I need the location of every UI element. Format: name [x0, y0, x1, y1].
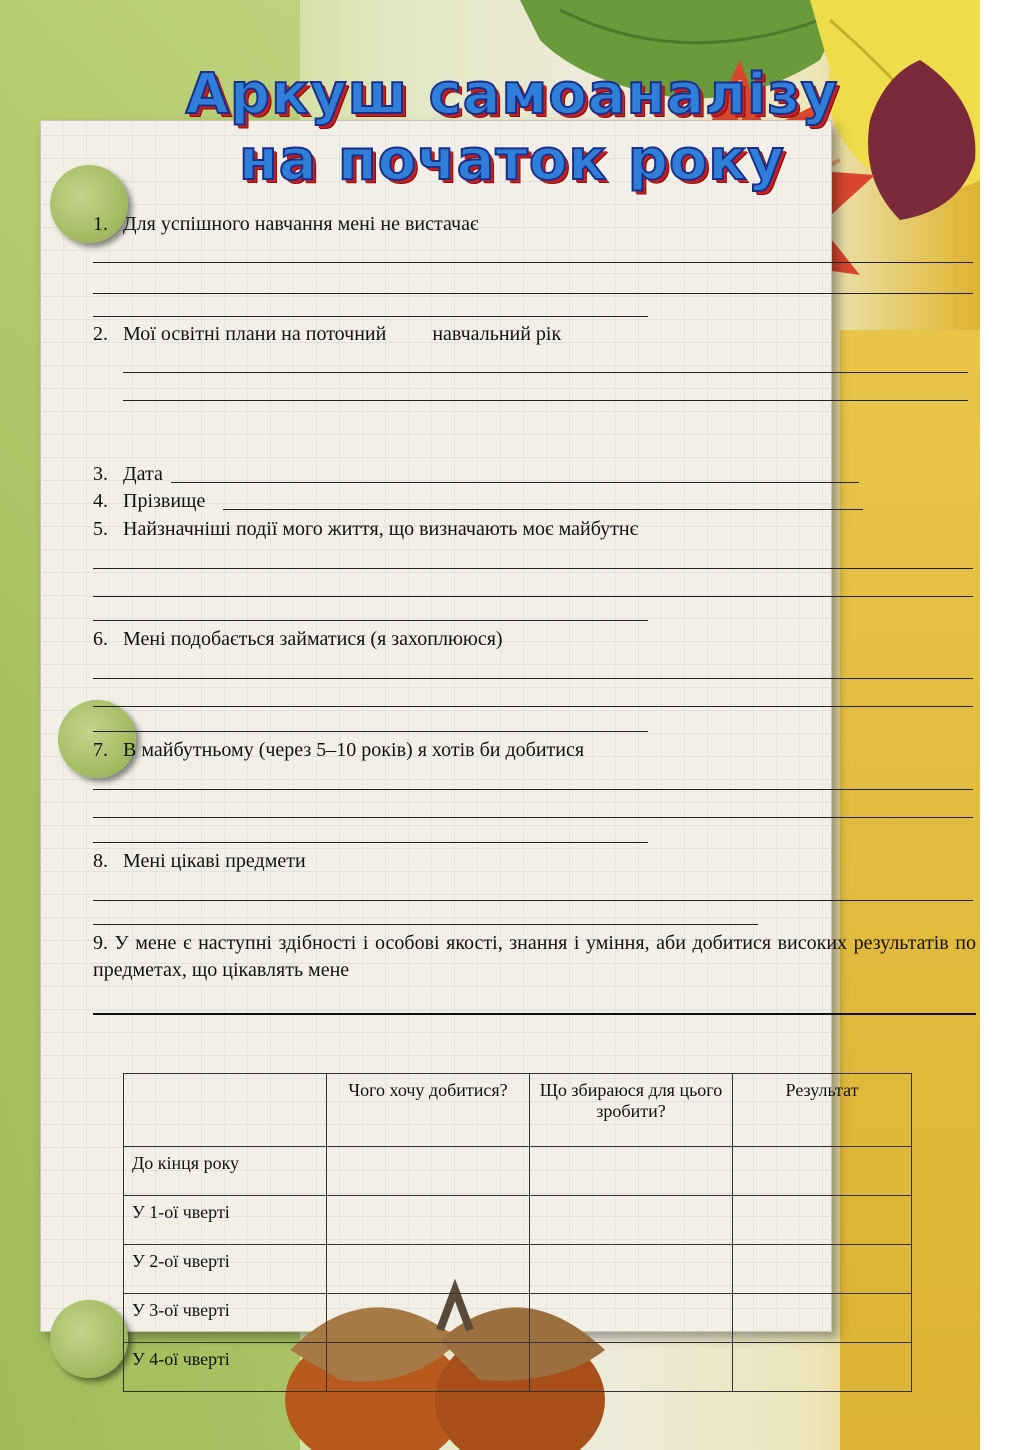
table-row: [124, 1196, 912, 1245]
answer-line[interactable]: [93, 620, 648, 621]
question-5: [93, 517, 638, 541]
question-text: В майбутньому (через 5–10 років) я хотів би добитися: [123, 739, 585, 761]
answer-line[interactable]: [93, 1013, 976, 1015]
surname-field[interactable]: [223, 509, 863, 510]
question-3: [93, 462, 163, 486]
date-field[interactable]: [171, 482, 859, 483]
table-row: [124, 1245, 912, 1294]
question-text: Дата: [123, 463, 163, 485]
table-row: [124, 1147, 912, 1196]
question-number: 7.: [93, 739, 108, 761]
question-number: 6.: [93, 628, 108, 650]
question-number: 3.: [93, 463, 108, 485]
answer-line[interactable]: [93, 842, 648, 843]
answer-line[interactable]: [93, 731, 648, 732]
answer-line[interactable]: [93, 568, 973, 569]
answer-line[interactable]: [93, 262, 973, 263]
table-cell[interactable]: [530, 1196, 733, 1245]
row-label: У 4-ої чверті: [124, 1343, 327, 1392]
question-text-tail: навчальний рік: [432, 323, 562, 345]
question-number: 2.: [93, 323, 108, 345]
table-cell[interactable]: [733, 1196, 912, 1245]
table-cell[interactable]: [733, 1343, 912, 1392]
table-cell[interactable]: [733, 1245, 912, 1294]
question-text: Мої освітні плани на поточний: [123, 323, 387, 345]
table-header-row: [124, 1074, 912, 1147]
question-7: [93, 738, 584, 762]
table-cell[interactable]: [530, 1343, 733, 1392]
question-1: [93, 212, 479, 236]
table-row: [124, 1294, 912, 1343]
answer-line[interactable]: [93, 596, 973, 597]
question-text: Прізвище: [123, 490, 206, 512]
title-line-2: на початок року: [239, 128, 785, 193]
question-4: [93, 489, 205, 513]
answer-line[interactable]: [123, 400, 968, 401]
table-cell[interactable]: [327, 1343, 530, 1392]
question-text: Мені цікаві предмети: [123, 850, 306, 872]
answer-line[interactable]: [93, 678, 973, 679]
table-cell[interactable]: [327, 1196, 530, 1245]
row-label: У 3-ої чверті: [124, 1294, 327, 1343]
answer-line[interactable]: [93, 900, 973, 901]
table-header-result: Результат: [733, 1074, 912, 1147]
table-cell[interactable]: [530, 1294, 733, 1343]
goals-table: [123, 1073, 912, 1392]
table-cell[interactable]: [530, 1147, 733, 1196]
answer-line[interactable]: [93, 706, 973, 707]
title-line-1: Аркуш самоаналізу: [185, 62, 839, 127]
question-text: Для успішного навчання мені не вистачає: [123, 213, 479, 235]
question-9: 9. У мене є наступні здібності і особові якості, знання і уміння, аби добитися високих результатів по предметах, що цікавлять мене: [93, 932, 976, 981]
row-label: До кінця року: [124, 1147, 327, 1196]
question-text: Мені подобається займатися (я захоплююся): [123, 628, 503, 650]
page-margin: [980, 0, 1024, 1450]
table-row: [124, 1343, 912, 1392]
answer-line[interactable]: [93, 817, 973, 818]
answer-line[interactable]: [93, 316, 648, 317]
question-6: [93, 627, 503, 651]
table-cell[interactable]: [327, 1147, 530, 1196]
question-text: Найзначніші події мого життя, що визначають моє майбутнє: [123, 518, 639, 540]
table-cell[interactable]: [530, 1245, 733, 1294]
page-title: [0, 62, 1024, 194]
answer-line[interactable]: [123, 372, 968, 373]
answer-line[interactable]: [93, 293, 973, 294]
answer-line[interactable]: [93, 924, 758, 925]
question-number: 8.: [93, 850, 108, 872]
row-label: У 1-ої чверті: [124, 1196, 327, 1245]
table-header-plan: Що збираюся для цього зробити?: [530, 1074, 733, 1147]
question-number: 1.: [93, 213, 108, 235]
table-header-empty: [124, 1074, 327, 1147]
table-cell[interactable]: [327, 1245, 530, 1294]
table-cell[interactable]: [733, 1147, 912, 1196]
row-label: У 2-ої чверті: [124, 1245, 327, 1294]
table-header-goal: Чого хочу добитися?: [327, 1074, 530, 1147]
question-number: 4.: [93, 490, 108, 512]
binder-ring-bottom: [50, 1300, 128, 1378]
answer-line[interactable]: [93, 789, 973, 790]
question-2: [93, 322, 561, 346]
question-8: [93, 849, 306, 873]
table-cell[interactable]: [733, 1294, 912, 1343]
question-number: 5.: [93, 518, 108, 540]
table-cell[interactable]: [327, 1294, 530, 1343]
